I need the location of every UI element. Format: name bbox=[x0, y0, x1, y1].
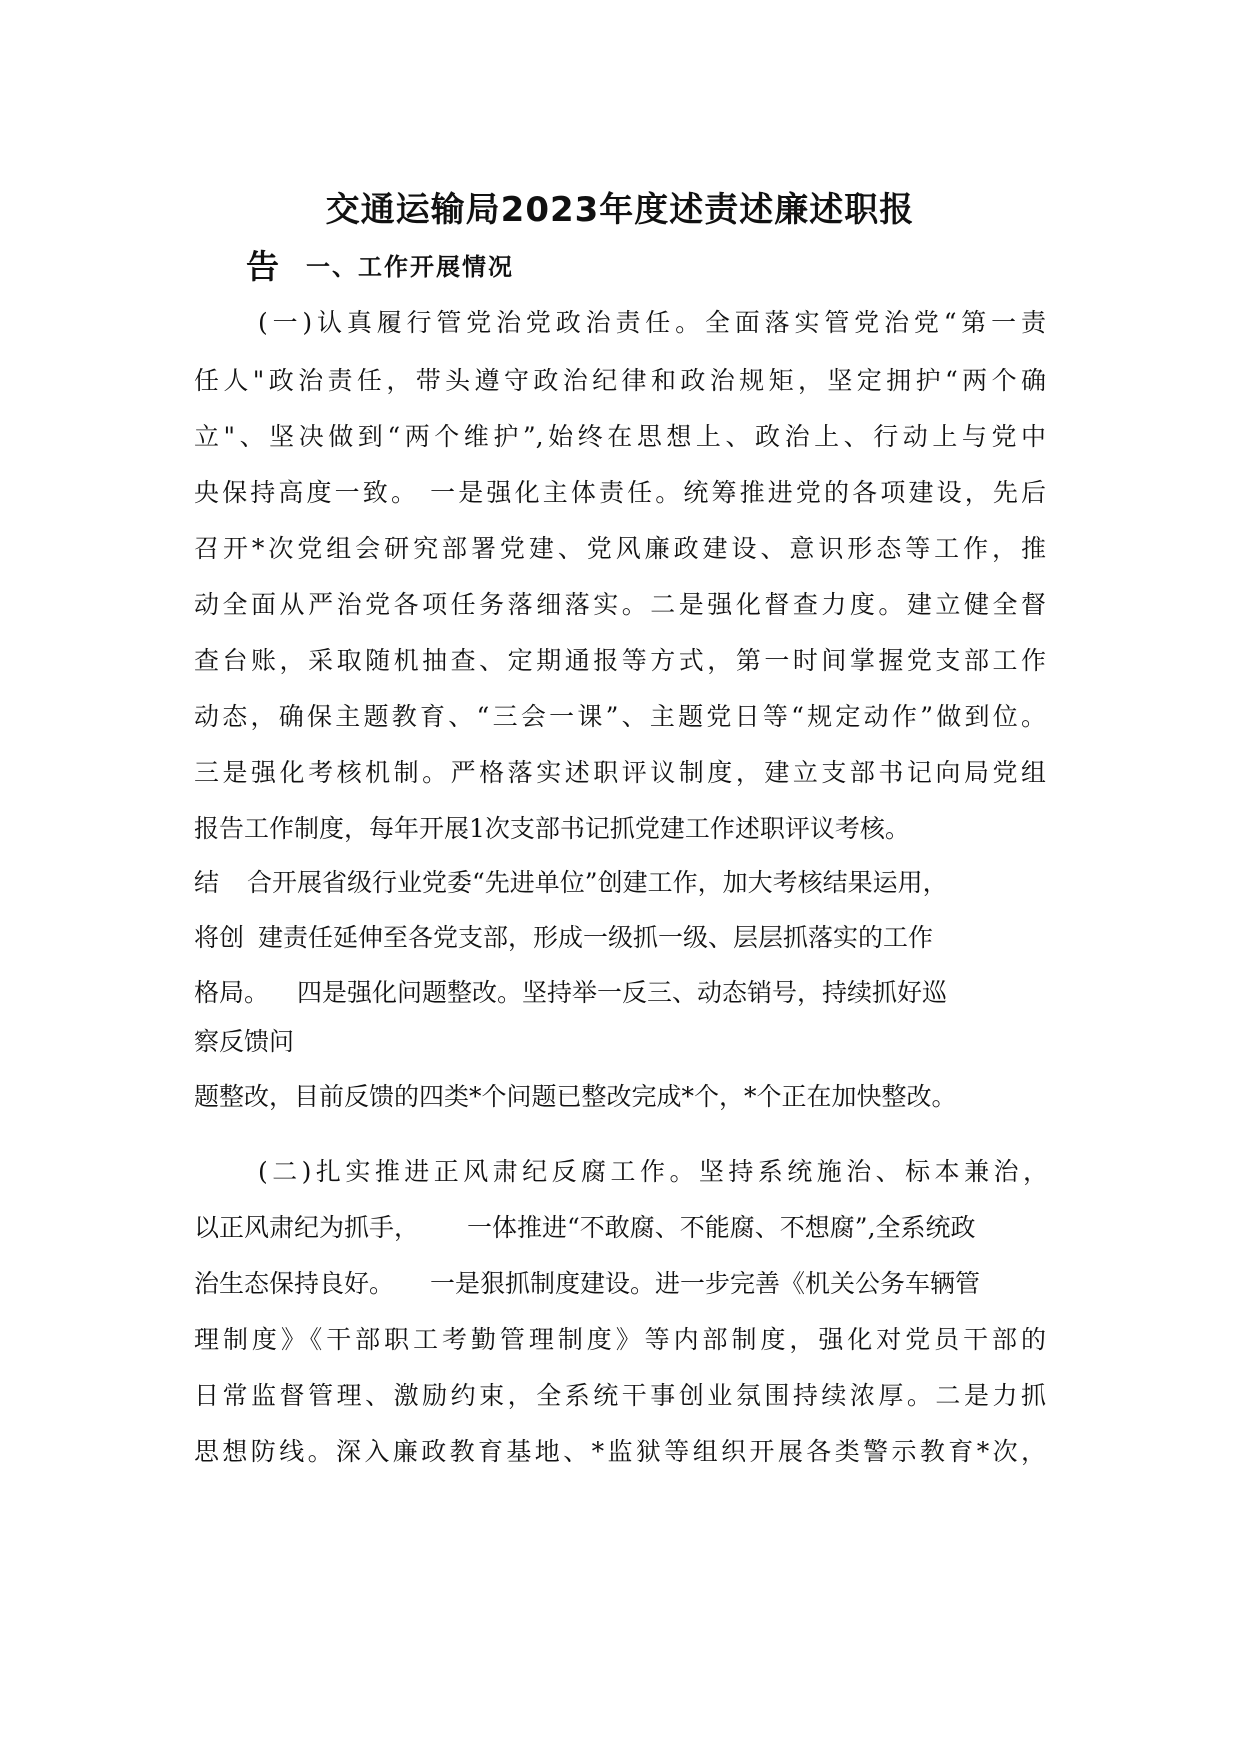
line-fragment: 结 bbox=[194, 868, 220, 897]
paragraph-2-line: 理制度》《干部职工考勤管理制度》等内部制度，强化对党员干部的 bbox=[194, 1325, 1046, 1354]
document-title-continuation: 告 bbox=[246, 247, 279, 286]
paragraph-1-line bbox=[194, 865, 948, 901]
paragraph-1-line: 动态，确保主题教育、“三会一课”、主题党日等“规定动作”做到位。 bbox=[194, 702, 1046, 731]
paragraph-2-line: 思想防线。深入廉政教育基地、*监狱等组织开展各类警示教育*次， bbox=[194, 1437, 1046, 1466]
paragraph-1-line bbox=[194, 920, 933, 956]
paragraph-1-line: 召开*次党组会研究部署党建、党风廉政建设、意识形态等工作，推 bbox=[194, 534, 1046, 563]
paragraph-1-line: 三是强化考核机制。严格落实述职评议制度，建立支部书记向局党组 bbox=[194, 758, 1046, 787]
paragraph-1-line: 察反馈问 bbox=[194, 1027, 295, 1056]
line-fragment: 一体推进“不敢腐、不能腐、不想腐”,全系统政 bbox=[467, 1213, 976, 1242]
line-fragment: 四是强化问题整改。坚持举一反三、动态销号，持续抓好巡 bbox=[297, 978, 948, 1007]
paragraph-1-line: (一)认真履行管党治党政治责任。全面落实管党治党“第一责 bbox=[258, 308, 1046, 337]
paragraph-1-line: 题整改，目前反馈的四类*个问题已整改完成*个，*个正在加快整改。 bbox=[194, 1082, 957, 1111]
paragraph-1-line: 立"、坚决做到“两个维护”,始终在思想上、政治上、行动上与党中 bbox=[194, 422, 1046, 451]
line-fragment: 一是狠抓制度建设。进一步完善《机关公务车辆管 bbox=[430, 1269, 981, 1298]
paragraph-1-line: 任人"政治责任，带头遵守政治纪律和政治规矩，坚定拥护“两个确 bbox=[194, 366, 1046, 395]
paragraph-1-line bbox=[194, 975, 947, 1011]
paragraph-2-line: (二)扎实推进正风肃纪反腐工作。坚持系统施治、标本兼治， bbox=[258, 1157, 1048, 1186]
document-title: 交通运输局2023年度述责述廉述职报 bbox=[325, 190, 915, 230]
paragraph-2-line bbox=[194, 1266, 980, 1302]
line-fragment: 合开展省级行业党委“先进单位”创建工作，加大考核结果运用， bbox=[247, 868, 948, 897]
line-fragment: 建责任延伸至各党支部，形成一级抓一级、层层抓落实的工作 bbox=[258, 923, 934, 952]
section-heading: 一、工作开展情况 bbox=[306, 253, 514, 281]
line-fragment: 格局。 bbox=[194, 978, 270, 1007]
line-fragment: 将创 bbox=[194, 923, 245, 952]
line-fragment: 治生态保持良好。 bbox=[194, 1269, 395, 1298]
line-fragment: 以正风肃纪为抓手， bbox=[194, 1213, 420, 1242]
paragraph-1-line: 查台账，采取随机抽查、定期通报等方式，第一时间掌握党支部工作 bbox=[194, 646, 1046, 675]
paragraph-2-line: 日常监督管理、激励约束，全系统干事创业氛围持续浓厚。二是力抓 bbox=[194, 1381, 1046, 1410]
paragraph-1-line: 央保持高度一致。 一是强化主体责任。统筹推进党的各项建设，先后 bbox=[194, 478, 1046, 507]
paragraph-1-line: 动全面从严治党各项任务落细落实。二是强化督查力度。建立健全督 bbox=[194, 590, 1046, 619]
paragraph-2-line bbox=[194, 1210, 976, 1246]
paragraph-1-line: 报告工作制度，每年开展1次支部书记抓党建工作述职评议考核。 bbox=[194, 814, 910, 843]
